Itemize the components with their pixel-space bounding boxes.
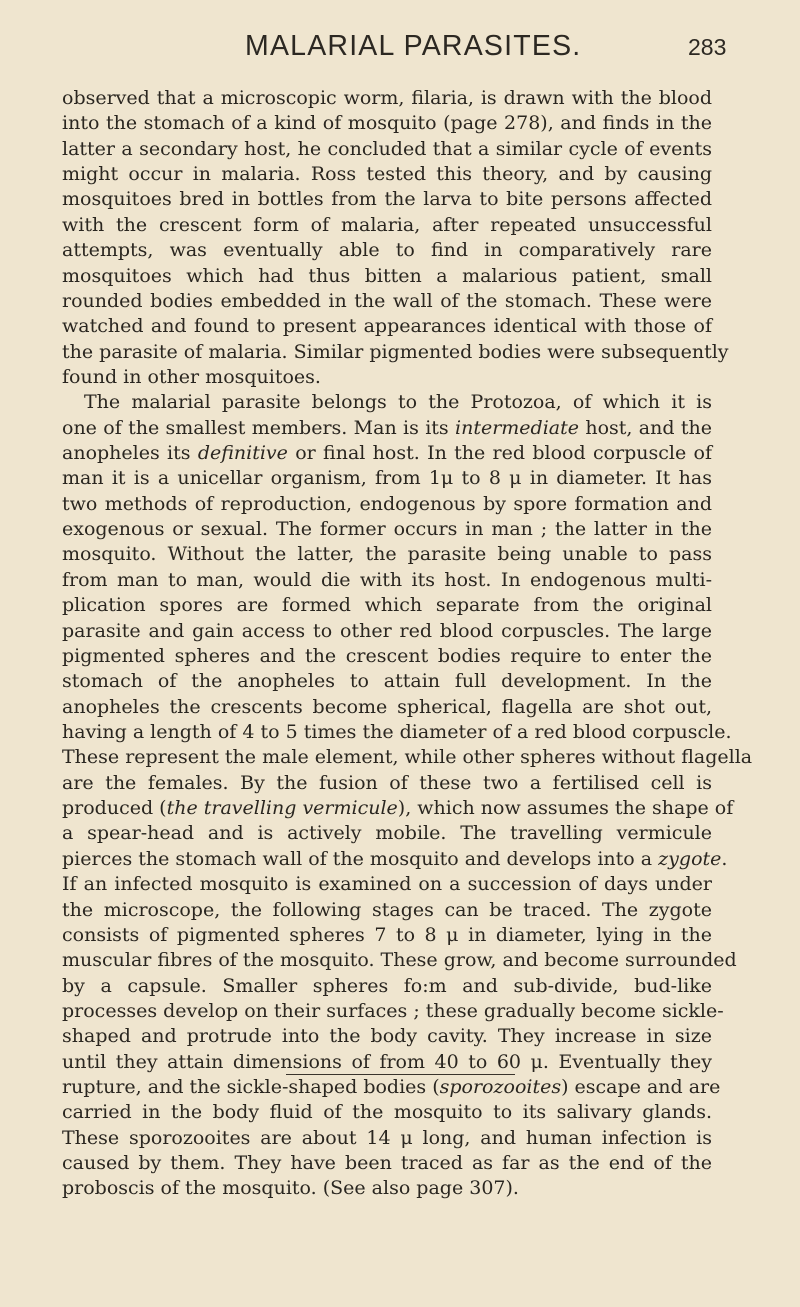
text-line: one of the smallest members. Man is its intermediate host, and the [62,416,712,439]
body-text [62,86,753,1202]
text-line: anopheles the crescents become spherical, flagella are shot out, [62,695,712,718]
text-line: until they attain dimensions of from 40 to 60 μ. Eventually they [62,1050,712,1073]
text-line: These sporozooites are about 14 μ long, and human infection is [62,1126,712,1149]
text-line: carried in the body fluid of the mosquito to its salivary glands. [62,1101,712,1124]
text-line: anopheles its definitive or final host. In the red blood corpuscle of [62,442,713,465]
text-line: These represent the male element, while other spheres without flagella [62,746,753,769]
text-line: rupture, and the sickle-shaped bodies (sporozooites) escape and are [62,1076,721,1099]
text-line: processes develop on their surfaces ; these gradually become sickle- [62,999,724,1022]
text-line: two methods of reproduction, endogenous by spore formation and [62,492,712,515]
text-line: a spear-head and is actively mobile. The travelling vermicule [62,822,712,845]
page-header [0,30,800,70]
text-line: might occur in malaria. Ross tested this theory, and by causing [62,163,712,186]
section-rule [286,1074,515,1075]
text-line: having a length of 4 to 5 times the diameter of a red blood corpuscle. [62,720,732,743]
text-line: plication spores are formed which separate from the original [62,594,712,617]
text-line: pigmented spheres and the crescent bodies require to enter the [62,644,712,667]
text-line: shaped and protrude into the body cavity. They increase in size [62,1025,712,1048]
text-line: are the females. By the fusion of these two a fertilised cell is [62,771,712,794]
text-line: mosquito. Without the latter, the parasite being unable to pass [62,543,712,566]
text-line: parasite and gain access to other red blood corpuscles. The large [62,619,712,642]
text-line: by a capsule. Smaller spheres fo:m and sub-divide, bud-like [62,974,712,997]
running-title: MALARIAL PARASITES. [245,30,582,62]
text-line: latter a secondary host, he concluded that a similar cycle of events [62,137,712,160]
text-line: from man to man, would die with its host. In endogenous multi- [62,568,712,591]
text-line: the microscope, the following stages can be traced. The zygote [62,898,712,921]
text-line: caused by them. They have been traced as far as the end of the [62,1152,712,1175]
text-line: observed that a microscopic worm, filaria, is drawn with the blood [62,87,712,109]
text-line: the parasite of malaria. Similar pigmented bodies were subsequently [62,340,729,363]
text-line: exogenous or sexual. The former occurs in man ; the latter in the [62,518,712,541]
text-line: The malarial parasite belongs to the Protozoa, of which it is [84,391,712,414]
text-line: proboscis of the mosquito. (See also page 307). [62,1177,519,1200]
text-line: rounded bodies embedded in the wall of the stomach. These were [62,289,712,312]
text-line: attempts, was eventually able to find in comparatively rare [62,239,712,262]
text-line: If an infected mosquito is examined on a succession of days under [62,873,712,896]
text-line: watched and found to present appearances identical with those of [62,315,712,338]
text-line: mosquitoes which had thus bitten a malarious patient, small [62,264,712,287]
text-line: stomach of the anopheles to attain full development. In the [62,670,712,693]
text-line: mosquitoes bred in bottles from the larva to bite persons affected [62,188,712,211]
text-line: man it is a unicellar organism, from 1μ to 8 μ in diameter. It has [62,467,712,490]
text-line: muscular fibres of the mosquito. These grow, and become surrounded [62,949,737,972]
text-line: consists of pigmented spheres 7 to 8 μ in diameter, lying in the [62,923,712,946]
text-line: found in other mosquitoes. [62,365,321,388]
text-line: produced (the travelling vermicule), which now assumes the shape of [62,797,734,820]
text-line: into the stomach of a kind of mosquito (page 278), and finds in the [62,112,712,135]
page-number: 283 [688,34,727,60]
text-line: pierces the stomach wall of the mosquito and develops into a zygote. [62,847,728,870]
text-line: with the crescent form of malaria, after repeated unsuccessful [62,213,712,236]
